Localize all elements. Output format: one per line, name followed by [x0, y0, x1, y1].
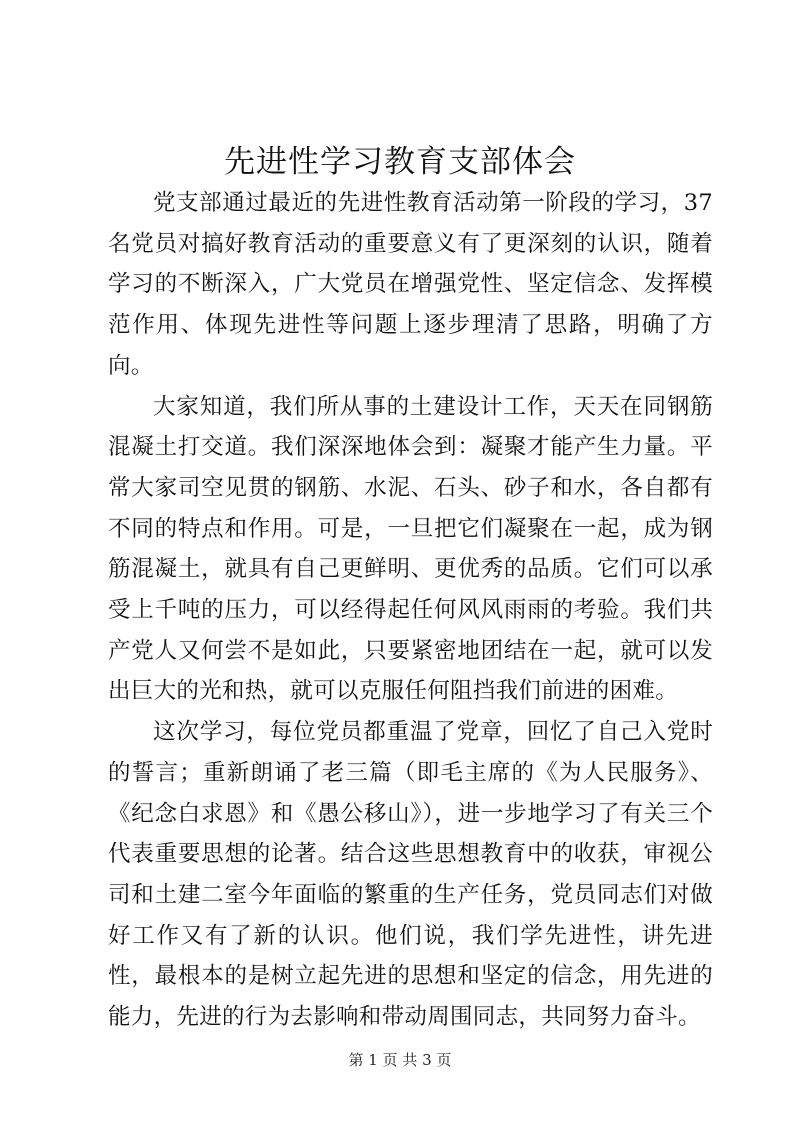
page-footer: 第 1 页 共 3 页	[348, 1051, 452, 1069]
paragraph-1: 党支部通过最近的先进性教育活动第一阶段的学习，37名党员对搞好教育活动的重要意义有了更深刻的认识，随着学习的不断深入，广大党员在增强党性、坚定信念、发挥模范作用、体现先进性等问题上逐步理清了思路，明确了方向。	[108, 190, 713, 379]
paragraph-2: 大家知道，我们所从事的土建设计工作，天天在同钢筋混凝土打交道。我们深深地体会到：凝聚才能产生力量。平常大家司空见贯的钢筋、水泥、石头、砂子和水，各自都有不同的特点和作用。可是，一旦把它们凝聚在一起，成为钢筋混凝土，就具有自己更鲜明、更优秀的品质。它们可以承受上千吨的压力，可以经得起任何风风雨雨的考验。我们共产党人又何尝不是如此，只要紧密地团结在一起，就可以发出巨大的光和热，就可以克服任何阻挡我们前进的困难。	[108, 393, 713, 705]
document-title: 先进性学习教育支部体会	[224, 144, 576, 180]
document-body	[108, 183, 713, 1038]
paragraph-3: 这次学习，每位党员都重温了党章，回忆了自己入党时的誓言；重新朗诵了老三篇（即毛主席的《为人民服务》、《纪念白求恩》和《愚公移山》），进一步地学习了有关三个代表重要思想的论著。结合这些思想教育中的收获，审视公司和土建二室今年面临的繁重的生产任务，党员同志们对做好工作又有了新的认识。他们说，我们学先进性，讲先进性，最根本的是树立起先进的思想和坚定的信念，用先进的能力，先进的行为去影响和带动周围同志，共同努力奋斗。	[108, 719, 713, 1031]
